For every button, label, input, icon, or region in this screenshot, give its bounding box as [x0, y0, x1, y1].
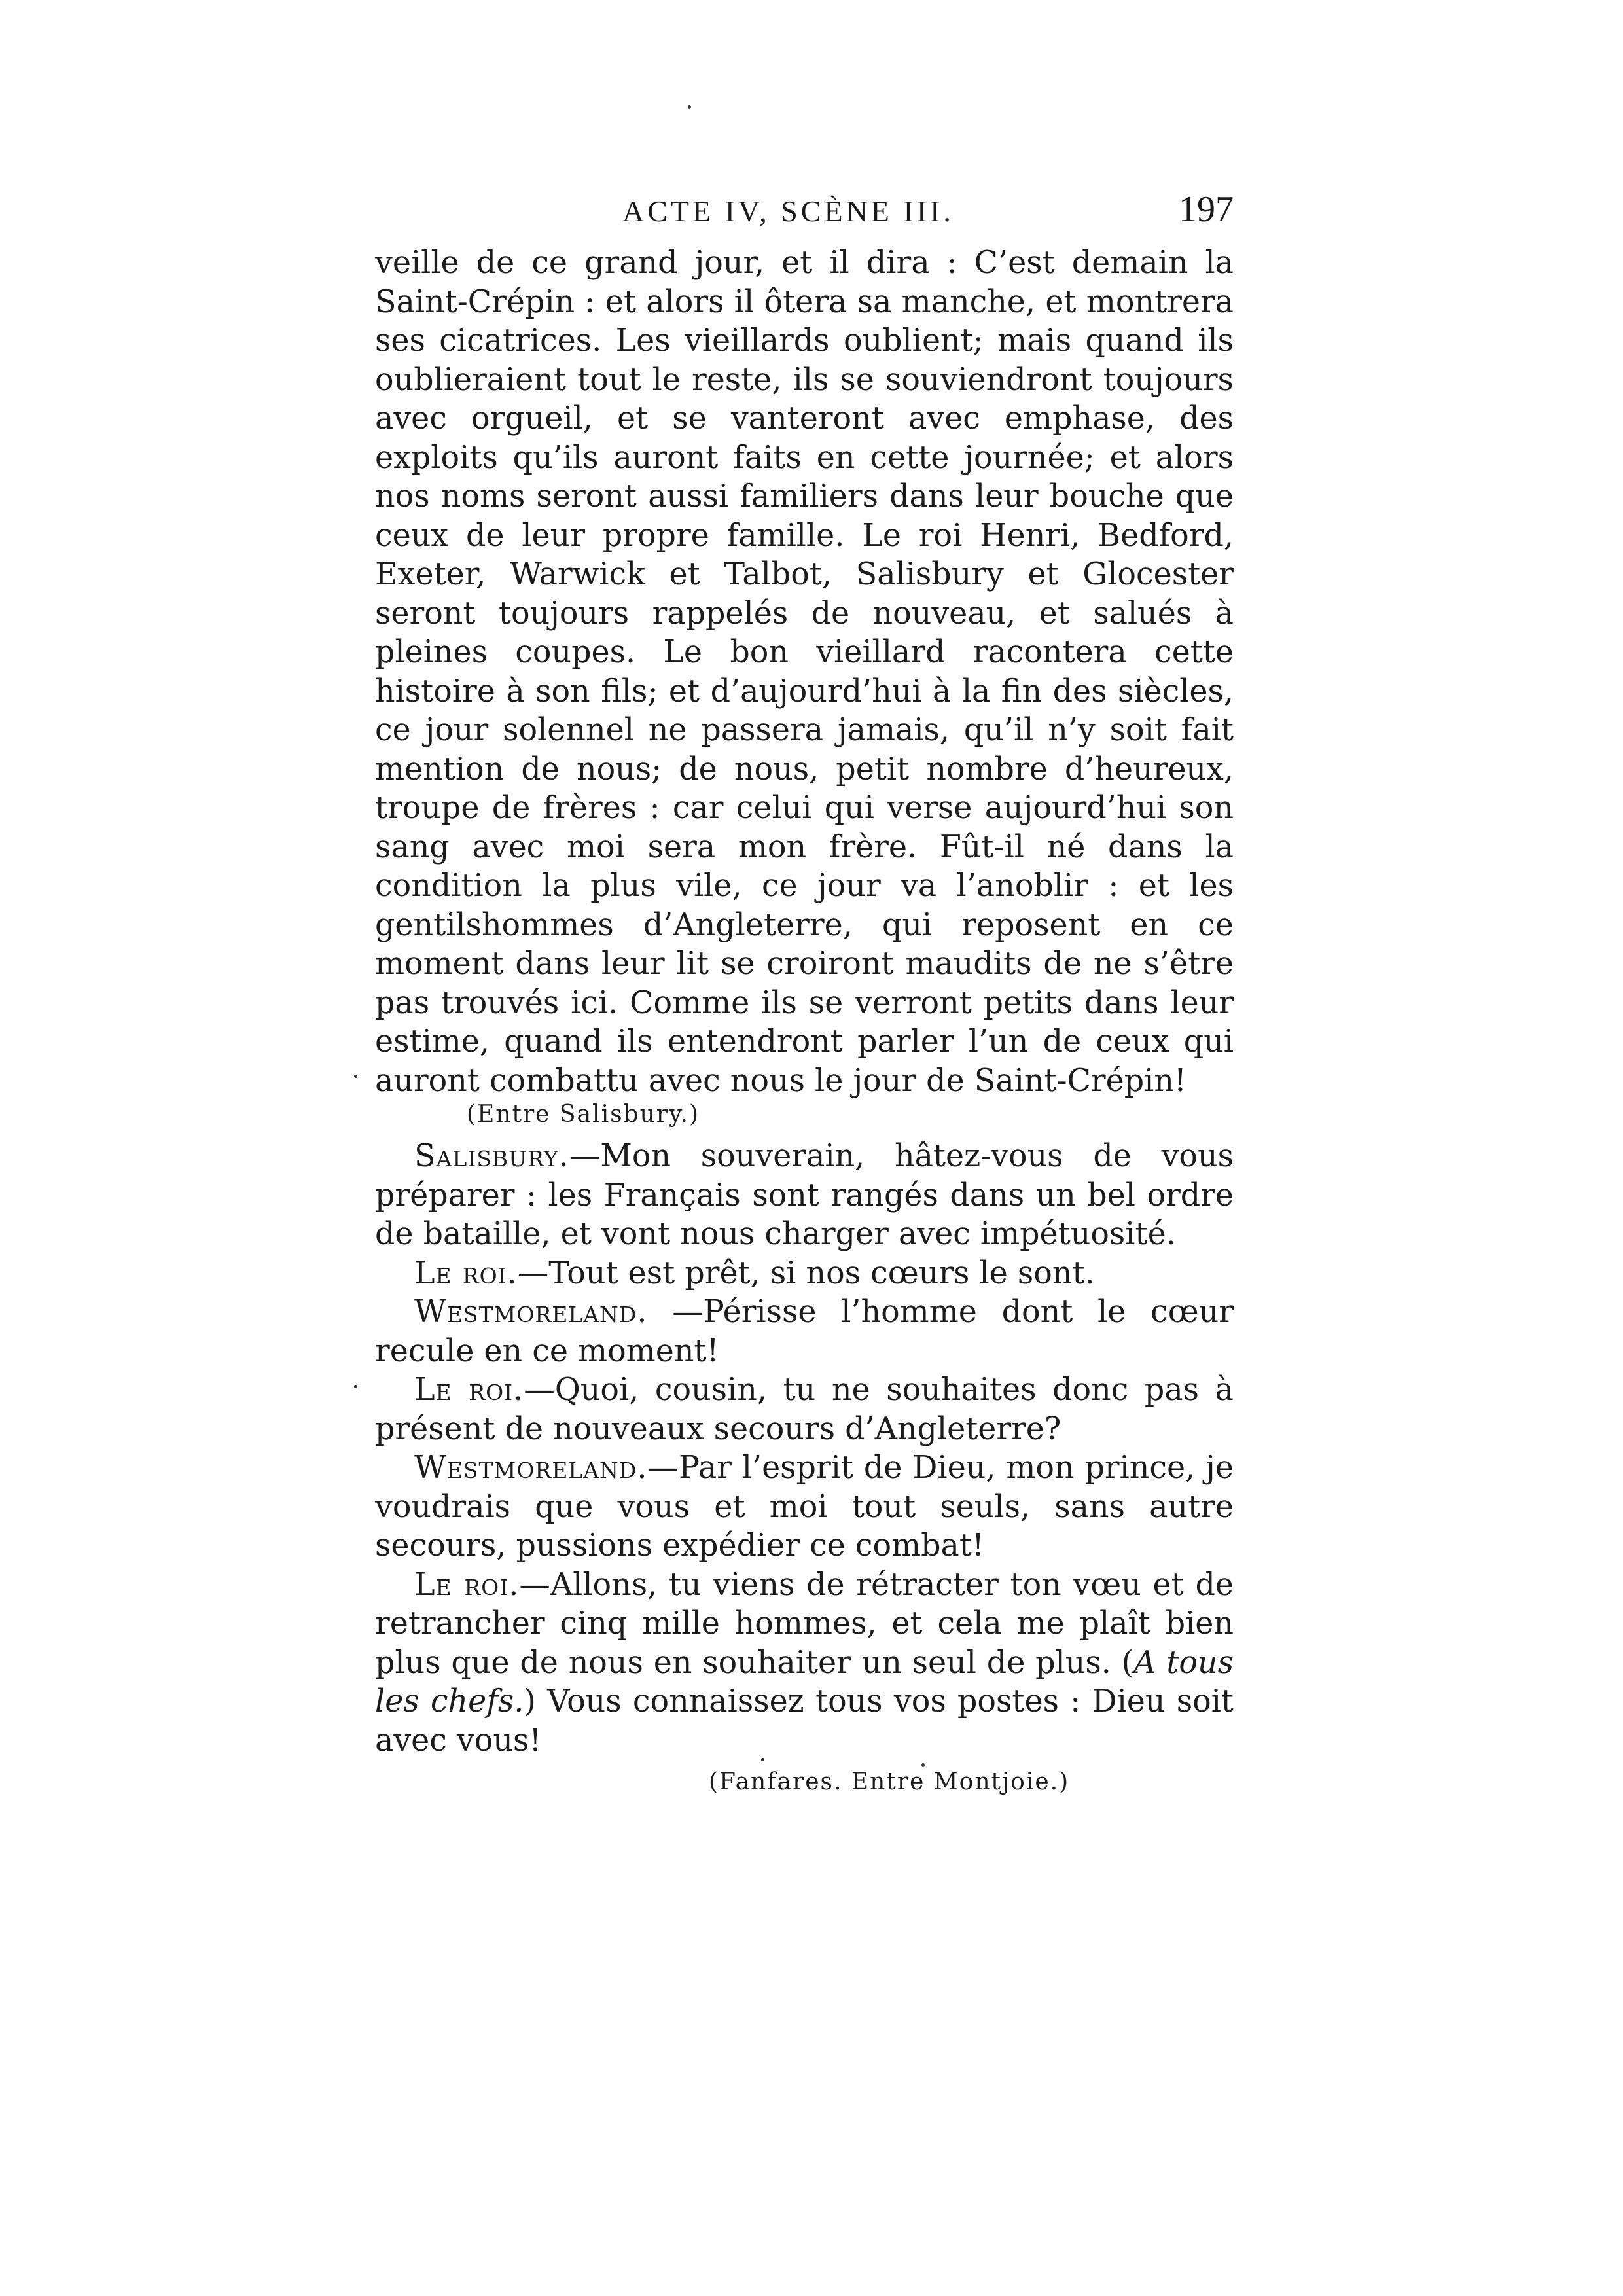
margin-mark	[688, 105, 691, 109]
speech-text: —Par l’esprit de Dieu, mon prince, je voudrais que vous et moi tout seuls, sans autre secours, pussions expédier ce combat!	[375, 1450, 1234, 1564]
speaker-name: Westmoreland.	[414, 1294, 648, 1330]
speaker-name: Le roi.	[414, 1255, 518, 1291]
speaker-name: Westmoreland.	[414, 1450, 648, 1486]
stage-direction: (Fanfares. Entre Montjoie.)	[709, 1768, 1070, 1795]
speech-text: —Allons, tu viens de rétracter ton vœu et de retrancher cinq mille hommes, et cela me plaît bien plus que de nous en souhaiter un seul de plus. (	[375, 1566, 1234, 1681]
speech-roi	[375, 1371, 1234, 1448]
inline-stage-direction: A tous les chefs.	[375, 1644, 1234, 1719]
margin-mark	[354, 1385, 357, 1388]
page-number: 197	[1179, 189, 1234, 230]
speech-text: —Tout est prêt, si nos cœurs le sont.	[517, 1255, 1095, 1291]
speaker-name: Salisbury.	[414, 1138, 569, 1174]
speech-westmoreland	[375, 1293, 1234, 1371]
speech-text: —Périsse l’homme dont le cœur recule en ce moment!	[375, 1294, 1234, 1369]
speech-roi	[375, 1566, 1234, 1761]
running-title: ACTE IV, SCÈNE III.	[622, 194, 954, 228]
speech-text: ) Vous connaissez tous vos postes : Dieu soit avec vous!	[375, 1683, 1234, 1759]
speaker-name: Le roi.	[414, 1372, 524, 1408]
speech-text: —Quoi, cousin, tu ne souhaites donc pas à présent de nouveaux secours d’Angleterre?	[375, 1372, 1234, 1447]
speaker-name: Le roi.	[414, 1566, 520, 1603]
speech-westmoreland	[375, 1448, 1234, 1566]
speech-continuation: veille de ce grand jour, et il dira : C’est demain la Saint-Crépin : et alors il ôtera sa manche, et montrera ses cicatrices. Les vieillards oublient; mais quand ils oublieraient tout le reste, ils se souviendront toujours avec orgueil, et se vanteront avec emphase, des exploits qu’ils auront faits en cette journée; et alors nos noms seront aussi familiers dans leur bouche que ceux de leur propre famille. Le roi Henri, Bedford, Exeter, Warwick et Talbot, Salisbury et Glocester seront toujours rappelés de nouveau, et salués à pleines coupes. Le bon vieillard racontera cette histoire à son fils; et d’aujourd’hui à la fin des siècles, ce jour solennel ne passera jamais, qu’il n’y soit fait mention de nous; de nous, petit nombre d’heureux, troupe de frères : car celui qui verse aujourd’hui son sang avec moi sera mon frère. Fût-il né dans la condition la plus vile, ce jour va l’anoblir : et les gentilshommes d’Angleterre, qui reposent en ce moment dans leur lit se croiront maudits de ne s’être pas trouvés ici. Comme ils se verront petits dans leur estime, quand ils entendront parler l’un de ceux qui auront combattu avec nous le jour de Saint-Crépin!	[375, 245, 1234, 1099]
speech-text: —Mon souverain, hâtez-vous de vous préparer : les Français sont rangés dans un bel ordre de bataille, et vont nous charger avec impétuosité.	[375, 1138, 1234, 1252]
stage-direction: (Entre Salisbury.)	[467, 1101, 700, 1128]
speech-roi	[375, 1254, 1234, 1293]
running-head	[375, 189, 1234, 243]
text-block	[375, 189, 1234, 1799]
margin-mark	[354, 1075, 357, 1078]
speech-salisbury	[375, 1137, 1234, 1254]
